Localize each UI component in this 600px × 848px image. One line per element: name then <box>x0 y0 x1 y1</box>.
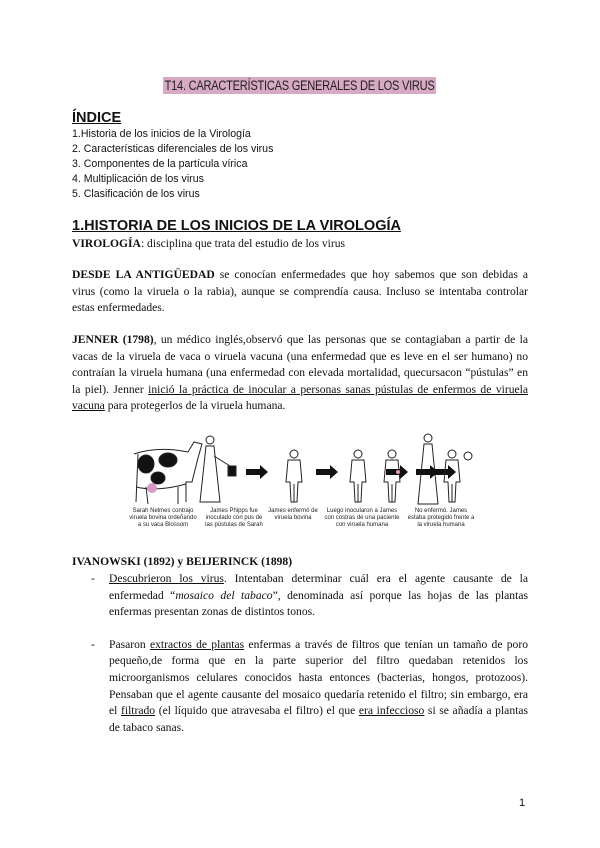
section-heading: 1.HISTORIA DE LOS INICIOS DE LA VIROLOGÍA <box>72 218 401 234</box>
underlined-text: Descubrieron los virus <box>109 572 224 585</box>
text: ”, denominada así porque las hojas de las plantas enfermas presentan zonas de distintos tonos. <box>109 588 528 619</box>
virologia-definition <box>72 236 528 253</box>
cow-icon <box>134 442 202 504</box>
index-list <box>72 127 273 202</box>
text: , un médico inglés,observó que las personas que se contagiaban a partir de la vacas de la viruela de vaca o viruela vacuna (una enfermedad que es leve en el ser humano) no contraían la viruela humana (una enfermedad con elevada mortalidad, quecursacon “pústulas” en la piel). Jenner <box>72 333 528 396</box>
term: VIROLOGÍA <box>72 237 141 250</box>
text: . Intentaban determinar cuál era el agente causante de la enfermedad “ <box>109 572 529 602</box>
ivanowski-list <box>72 571 528 736</box>
woman-icon <box>200 436 236 502</box>
underlined-text: inició la práctica de inocular a personas sanas pústulas de enfermos de viruela vacuna <box>72 382 529 413</box>
underlined-text: filtrado <box>120 704 156 718</box>
text: : disciplina que trata del estudio de los virus <box>140 237 346 250</box>
document-title: T14. CARACTERÍSTICAS GENERALES DE LOS VIRUS <box>165 78 435 93</box>
figure-caption: Luego inocularon a James con costras de una paciente con viruela humana <box>324 508 400 528</box>
text: para protegerlos de la viruela humana. <box>104 399 286 413</box>
vaccinated-people-illustration <box>380 432 480 510</box>
index-heading: ÍNDICE <box>72 110 122 126</box>
antiguedad-paragraph <box>72 267 528 317</box>
text: si se añadía a plantas de tabaco sanas. <box>109 704 529 734</box>
figure-caption: No enfermó. James estaba protegido frente a la viruela humana <box>407 508 475 528</box>
arrow-icon <box>416 465 438 479</box>
text: Pasaron <box>109 637 150 651</box>
ivanowski-heading: IVANOWSKI (1892) y BEIJERINCK (1898) <box>72 555 293 568</box>
index-item: 2. Características diferenciales de los virus <box>72 143 274 155</box>
text: enfermas a través de filtros que tenían un tamaño de poro pequeño,de forma que en la parte superior del filtro quedaban retenidos los microorganismos celulares conocidos hasta entonces (bacterias, hongos, protozoos). Pensaban que el agente causante del mosaico quedaría retenido el filtro; sin embargo, era el <box>109 637 528 718</box>
person-icon <box>384 450 400 502</box>
index-item: 1.Historia de los inicios de la Virología <box>72 128 251 140</box>
index-item: 3. Componentes de la partícula vírica <box>72 158 248 170</box>
text: se conocían enfermedades que hoy sabemos que son debidas a virus (como la viruela o la rabia), aunque se comprendía causa. Incluso se intentaba controlar estas enfermedades. <box>72 268 529 315</box>
jenner-paragraph <box>72 332 528 415</box>
bullet-item <box>72 637 528 737</box>
figure-caption: Sarah Nelmes contrajo viruela bovina ordeñando a su vaca Blossom <box>129 508 197 528</box>
underlined-text: extractos de plantas <box>149 637 245 651</box>
underlined-text: era infeccioso <box>358 704 425 718</box>
text: (el líquido que atravesaba el filtro) el que <box>155 704 359 718</box>
person-icon <box>444 450 460 502</box>
index-item: 4. Multiplicación de los virus <box>72 173 204 185</box>
italic-text: mosaico del tabaco <box>175 588 273 602</box>
person-icon <box>350 450 366 502</box>
person-icon <box>286 450 302 502</box>
page-number: 1 <box>519 797 526 809</box>
figure-caption: James Phipps fue inoculado con pus de las pústulas de Sarah <box>205 508 263 528</box>
term: JENNER (1798) <box>72 333 154 346</box>
index-item: 5. Clasificación de los virus <box>72 188 200 200</box>
term: DESDE LA ANTIGÜEDAD <box>72 268 215 281</box>
figure-caption: James enfermó de viruela bovina <box>268 508 318 521</box>
bullet-item <box>72 571 528 621</box>
